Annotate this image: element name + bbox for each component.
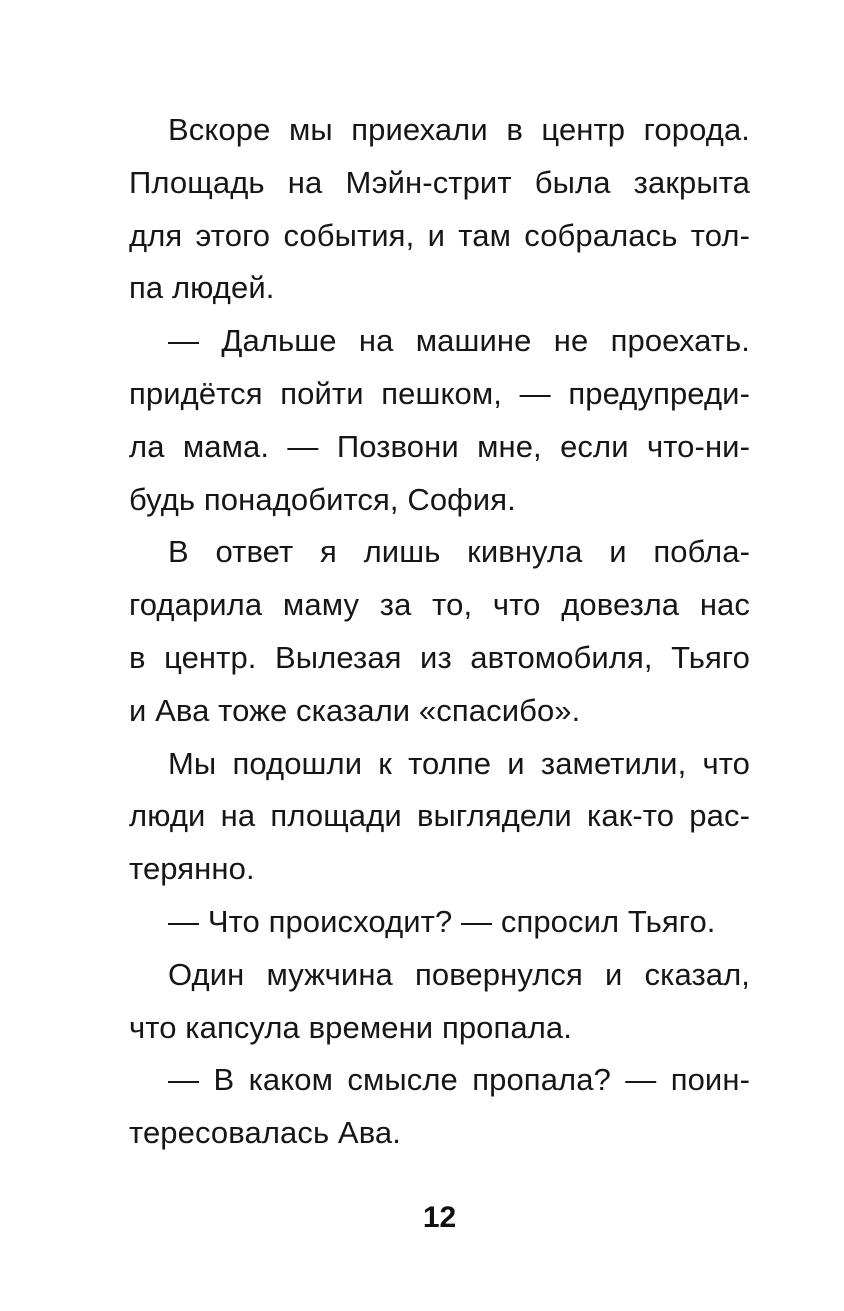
text-line: тересовалась Ава. <box>129 1115 401 1151</box>
paragraph <box>129 738 750 896</box>
paragraph <box>129 315 750 526</box>
text-line: люди на площади выглядели как-то рас- <box>129 798 750 834</box>
text-line: для этого события, и там собралась тол- <box>129 217 750 253</box>
text-line: па людей. <box>129 270 275 306</box>
text-line: в центр. Вылезая из автомобиля, Тьяго <box>129 639 750 675</box>
text-line: — Дальше на машине не проехать. <box>168 323 750 359</box>
text-line: — Что происходит? — спросил Тьяго. <box>168 903 716 939</box>
text-line: Мы подошли к толпе и заметили, что <box>168 745 750 781</box>
text-line: придётся пойти пешком, — предупреди- <box>129 375 750 411</box>
paragraph <box>129 896 750 949</box>
text-line: что капсула времени пропала. <box>129 1009 572 1045</box>
text-line: Вскоре мы приехали в центр города. <box>168 112 750 147</box>
text-line: — В каком смысле пропала? — поин- <box>168 1062 750 1098</box>
paragraph <box>129 949 750 1055</box>
text-line: будь понадобится, София. <box>129 481 516 517</box>
paragraph <box>129 526 750 737</box>
text-line: Площадь на Мэйн-стрит была закрыта <box>129 164 750 200</box>
text-line: ла мама. — Позвони мне, если что-ни- <box>129 428 750 464</box>
page-number: 12 <box>422 1201 457 1234</box>
text-line: и Ава тоже сказали «спасибо». <box>129 692 581 728</box>
text-line: В ответ я лишь кивнула и побла- <box>168 534 750 570</box>
page-text <box>129 104 750 1160</box>
text-line: Один мужчина повернулся и сказал, <box>168 956 750 992</box>
paragraph <box>129 104 750 315</box>
text-line: годарила маму за то, что довезла нас <box>129 587 750 623</box>
paragraph <box>129 1054 750 1160</box>
text-line: терянно. <box>129 851 255 887</box>
